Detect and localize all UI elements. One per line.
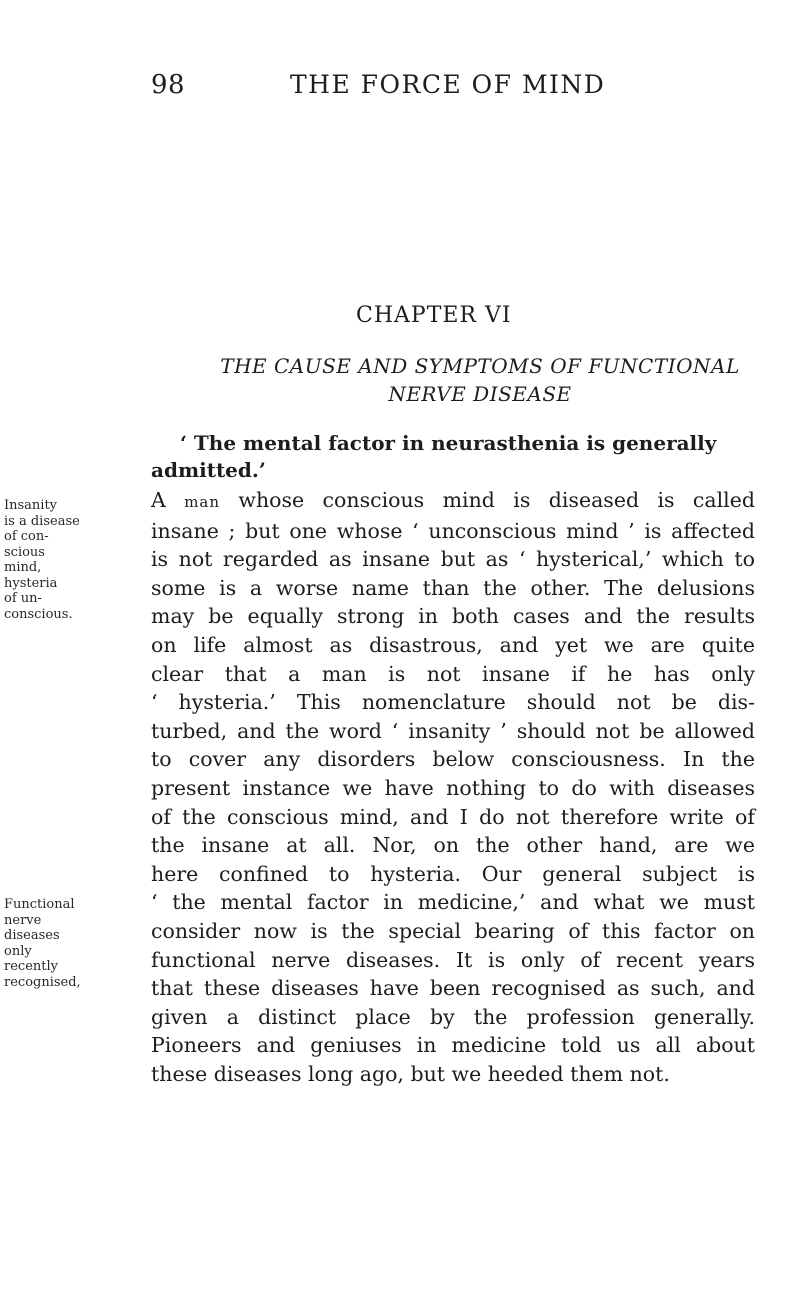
body-line: ‘ hysteria.’ This nomenclature should not be dis- <box>151 690 755 715</box>
margin-note-line: of con- <box>4 529 49 544</box>
margin-note-line: hysteria <box>4 575 58 591</box>
margin-note-line: Functional <box>4 897 75 912</box>
epigraph-line: ‘ The mental factor in neurasthenia is generally <box>180 431 717 455</box>
chapter-title-line: NERVE DISEASE <box>388 382 572 406</box>
margin-note-line: mind, <box>4 560 42 575</box>
body-line: turbed, and the word ‘ insanity ’ should not be allowed <box>151 718 755 743</box>
chapter-title <box>200 352 760 408</box>
body-line: insane ; but one whose ‘ unconscious mind ’ is affected <box>151 518 755 543</box>
body-line: is not regarded as insane but as ‘ hysterical,’ which to <box>151 547 755 572</box>
body-line: on life almost as disastrous, and yet we are quite <box>151 632 755 657</box>
body-line: may be equally strong in both cases and the results <box>151 604 755 629</box>
margin-note-line: Insanity <box>4 498 58 513</box>
body-line: of the conscious mind, and I do not therefore write of <box>151 804 755 829</box>
margin-note-line: is a disease <box>4 513 80 529</box>
body-line: clear that a man is not insane if he has only <box>151 661 755 686</box>
drop-word-smallcaps: man <box>184 493 221 511</box>
body-line: some is a worse name than the other. The delusions <box>151 575 755 600</box>
body-line: consider now is the special bearing of this factor on <box>151 918 755 943</box>
body-line: these diseases long ago, but we heeded them not. <box>151 1061 670 1086</box>
chapter-title-line: THE CAUSE AND SYMPTOMS OF FUNCTIONAL <box>220 354 740 378</box>
epigraph-line: admitted.’ <box>151 458 266 482</box>
margin-note-line: diseases <box>4 928 60 943</box>
margin-note-line: scious <box>4 544 45 560</box>
margin-note-line: recently <box>4 959 58 974</box>
margin-note-line: of un- <box>4 591 42 606</box>
margin-note-functional <box>4 897 154 990</box>
body-line: given a distinct place by the profession generally. <box>151 1004 755 1029</box>
margin-note-line: conscious. <box>4 606 73 622</box>
chapter-number: CHAPTER VI <box>356 303 512 328</box>
body-line: functional nerve diseases. It is only of recent years <box>151 947 755 972</box>
epigraph <box>151 430 755 484</box>
running-head: THE FORCE OF MIND <box>290 70 606 99</box>
body-line: here confined to hysteria. Our general subject is <box>151 861 755 886</box>
margin-note-insanity <box>4 498 154 622</box>
body-line: present instance we have nothing to do with diseases <box>151 775 755 800</box>
body-line: Pioneers and geniuses in medicine told us all about <box>151 1033 755 1058</box>
margin-note-line: nerve <box>4 912 42 928</box>
body-line: that these diseases have been recognised as such, and <box>151 976 755 1001</box>
body-line: to cover any disorders below consciousness. In the <box>151 747 755 772</box>
body-line: the insane at all. Nor, on the other hand, are we <box>151 833 755 858</box>
drop-word-initial: A <box>151 488 166 512</box>
body-text <box>151 486 755 1088</box>
body-first-line-rest: whose conscious mind is diseased is called <box>238 488 755 512</box>
margin-note-line: recognised, <box>4 974 81 990</box>
body-line <box>151 486 755 517</box>
margin-note-line: only <box>4 943 32 959</box>
page-number: 98 <box>151 70 186 100</box>
body-line: ‘ the mental factor in medicine,’ and what we must <box>151 890 755 915</box>
